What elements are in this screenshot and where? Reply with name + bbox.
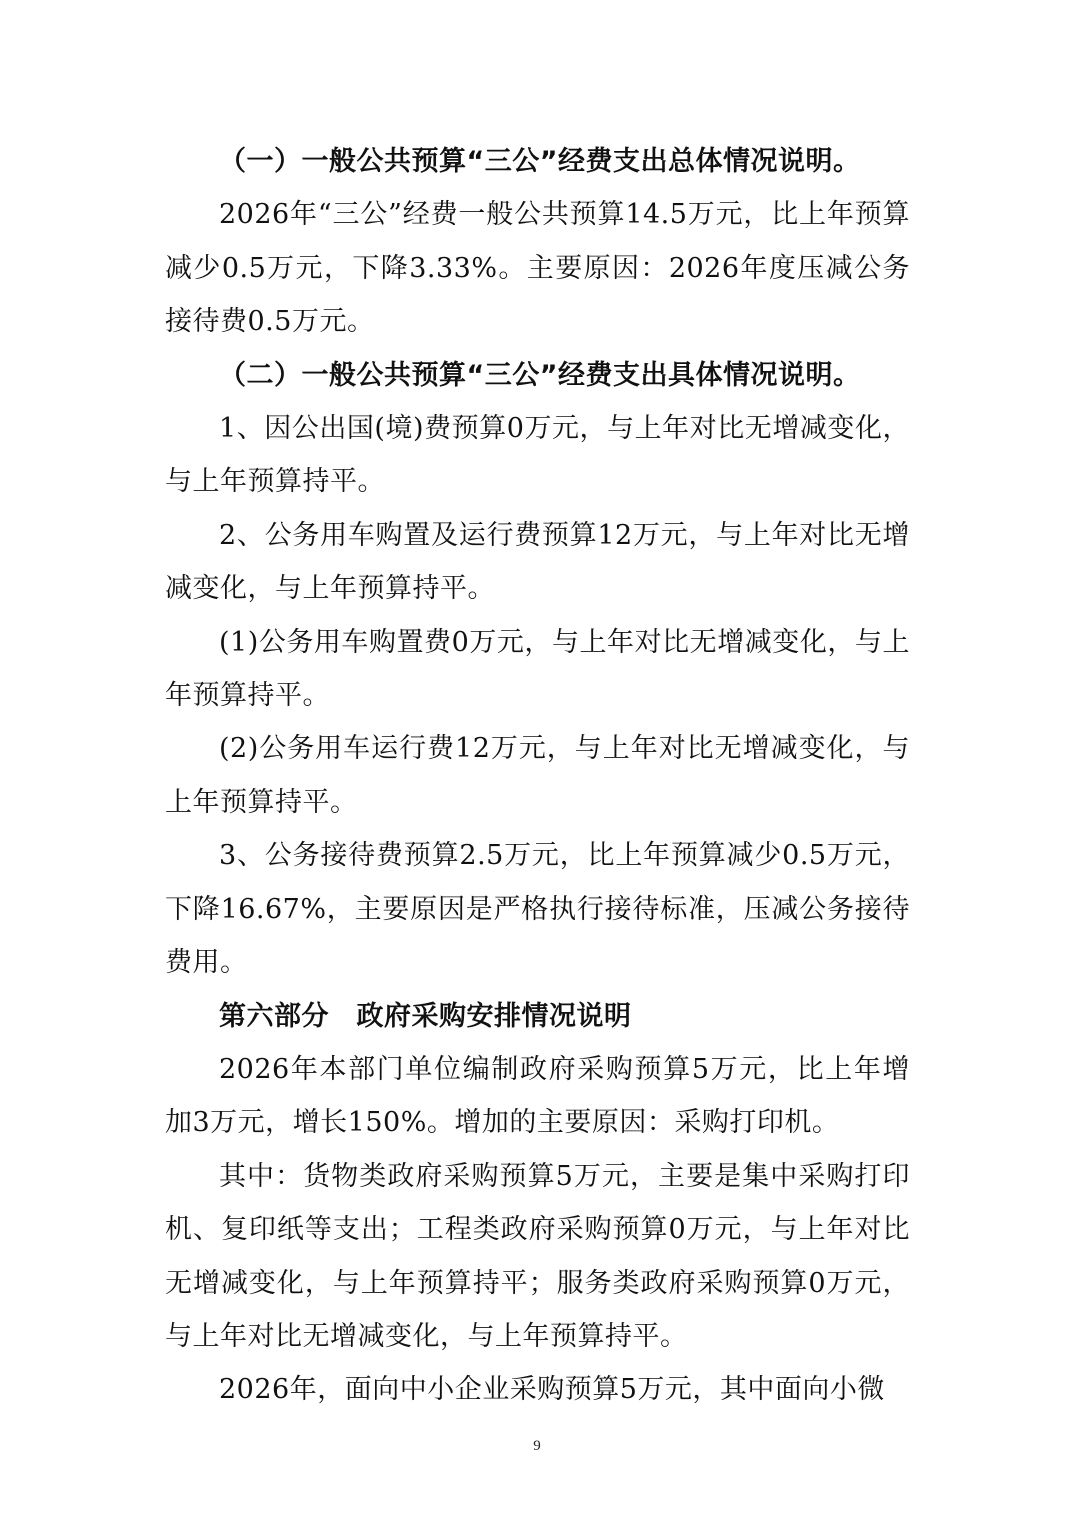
section-title-procurement: 第六部分 政府采购安排情况说明 [219, 1000, 632, 1032]
para-overall-budget: 2026年“三公”经费一般公共预算14.5万元，比上年预算减少0.5万元，下降3.33%。主要原因：2026年度压减公务接待费0.5万元。 [165, 199, 910, 338]
para-official-vehicle: 2、公务用车购置及运行费预算12万元，与上年对比无增减变化，与上年预算持平。 [165, 519, 910, 605]
para-sme-procurement: 2026年，面向中小企业采购预算5万元，其中面向小微 [219, 1374, 885, 1406]
para-procurement-total: 2026年本部门单位编制政府采购预算5万元，比上年增加3万元，增长150%。增加的主要原因：采购打印机。 [165, 1053, 910, 1139]
document-body [165, 135, 910, 1417]
page-number: 9 [533, 1438, 541, 1454]
para-vehicle-operation: (2)公务用车运行费12万元，与上年对比无增减变化，与上年预算持平。 [165, 733, 910, 818]
heading-overall-explanation: （一）一般公共预算“三公”经费支出总体情况说明。 [219, 146, 861, 177]
para-reception: 3、公务接待费预算2.5万元，比上年预算减少0.5万元，下降16.67%，主要原因是严格执行接待标准，压减公务接待费用。 [165, 840, 910, 979]
para-procurement-breakdown: 其中：货物类政府采购预算5万元，主要是集中采购打印机、复印纸等支出；工程类政府采购预算0万元，与上年对比无增减变化，与上年预算持平；服务类政府采购预算0万元，与上年对比无增减变化，与上年预算持平。 [165, 1160, 910, 1352]
para-overseas-travel: 1、因公出国(境)费预算0万元，与上年对比无增减变化，与上年预算持平。 [165, 413, 910, 498]
para-vehicle-purchase: (1)公务用车购置费0万元，与上年对比无增减变化，与上年预算持平。 [165, 626, 910, 712]
heading-specific-explanation: （二）一般公共预算“三公”经费支出具体情况说明。 [219, 359, 861, 391]
